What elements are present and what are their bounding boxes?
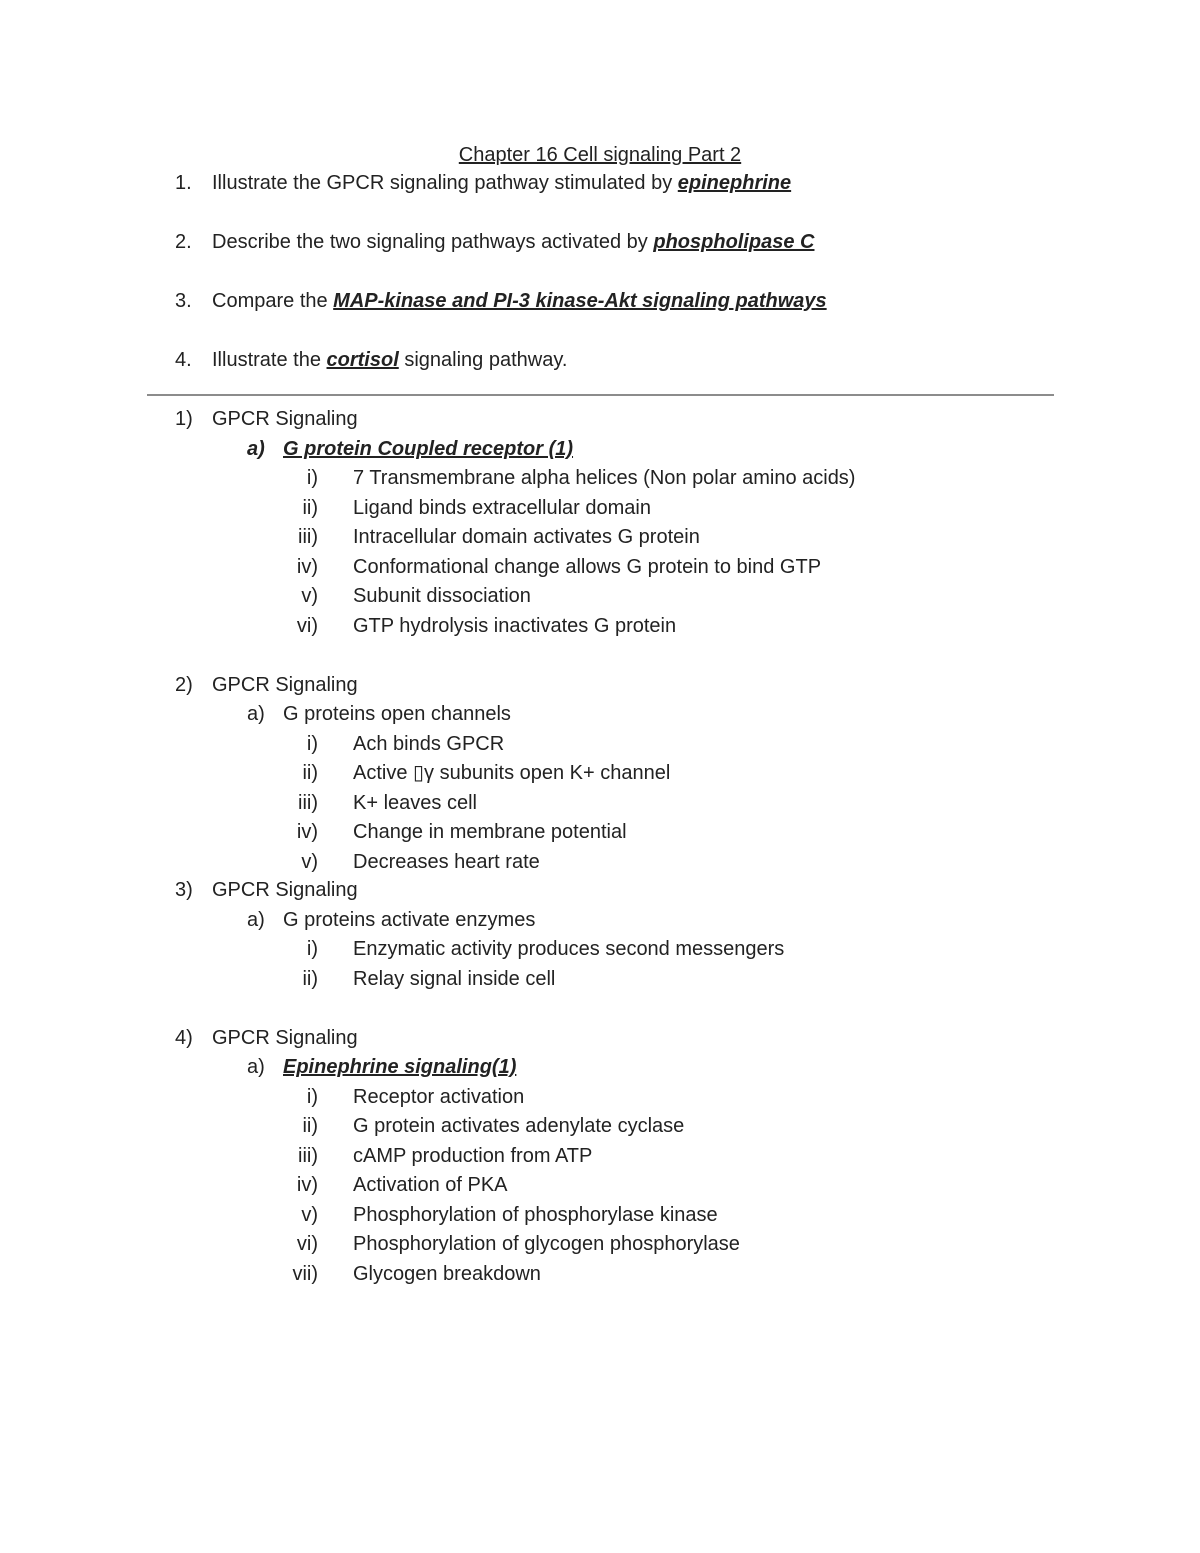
objective-keyword: epinephrine	[677, 172, 792, 194]
item-text: K+ leaves cell	[353, 792, 477, 814]
item-numeral: ii)	[302, 968, 318, 990]
item-text: Subunit dissociation	[353, 585, 531, 607]
outline-item	[0, 1230, 1200, 1258]
item-numeral: iv)	[296, 821, 318, 843]
item-text: Phosphorylation of phosphorylase kinase	[353, 1204, 718, 1226]
subsection-label: G proteins open channels	[283, 703, 511, 725]
outline-item	[0, 935, 1200, 963]
outline-section	[0, 671, 1200, 699]
subsection-letter: a)	[247, 1056, 265, 1078]
item-numeral: ii)	[302, 1115, 318, 1137]
outline-section	[0, 1024, 1200, 1052]
item-text: Relay signal inside cell	[353, 968, 556, 990]
subsection-letter: a)	[247, 703, 265, 725]
outline-item	[0, 1112, 1200, 1140]
section-divider	[147, 394, 1054, 396]
item-text: Activation of PKA	[353, 1174, 508, 1196]
outline-item	[0, 1171, 1200, 1199]
outline-item	[0, 965, 1200, 993]
item-numeral: iv)	[296, 556, 318, 578]
subsection-letter: a)	[247, 438, 265, 460]
section-number: 1)	[175, 408, 193, 430]
objective-keyword: cortisol	[326, 349, 399, 371]
item-text: Ach binds GPCR	[353, 733, 505, 755]
objective-number: 3.	[175, 290, 192, 312]
item-numeral: v)	[301, 851, 318, 873]
item-text: Conformational change allows G protein to bind GTP	[353, 556, 822, 578]
section-label: GPCR Signaling	[212, 408, 358, 430]
objective-number: 4.	[175, 349, 192, 371]
objective-text-end: signaling pathway.	[398, 349, 568, 371]
outline-item	[0, 464, 1200, 492]
item-text: Decreases heart rate	[353, 851, 540, 873]
outline-item	[0, 848, 1200, 876]
outline-item	[0, 1201, 1200, 1229]
outline-subsection	[0, 435, 1200, 463]
outline-item	[0, 494, 1200, 522]
item-numeral: iii)	[298, 526, 318, 548]
objective-number: 1.	[175, 172, 192, 194]
item-numeral: iv)	[296, 1174, 318, 1196]
objective-keyword: MAP-kinase and PI-3 kinase-Akt signaling pathways	[333, 290, 827, 312]
objective-number: 2.	[175, 231, 192, 253]
item-text: Active ▯γ subunits open K+ channel	[353, 762, 671, 784]
item-text: Change in membrane potential	[353, 821, 627, 843]
item-numeral: ii)	[302, 497, 318, 519]
section-label: GPCR Signaling	[212, 879, 358, 901]
item-text: G protein activates adenylate cyclase	[353, 1115, 685, 1137]
item-text: Intracellular domain activates G protein	[353, 526, 700, 548]
item-text: Receptor activation	[353, 1086, 525, 1108]
item-numeral: ii)	[302, 762, 318, 784]
objective-keyword: phospholipase C	[653, 231, 815, 253]
item-numeral: vii)	[292, 1263, 318, 1285]
item-numeral: v)	[301, 1204, 318, 1226]
outline-subsection	[0, 700, 1200, 728]
outline-item	[0, 612, 1200, 640]
item-text: 7 Transmembrane alpha helices (Non polar amino acids)	[353, 467, 856, 489]
objective-text: Compare the	[212, 290, 334, 312]
section-number: 2)	[175, 674, 193, 696]
outline-subsection	[0, 1053, 1200, 1081]
outline-item	[0, 789, 1200, 817]
outline-item	[0, 523, 1200, 551]
item-numeral: vi)	[296, 1233, 318, 1255]
outline-subsection	[0, 906, 1200, 934]
outline-item	[0, 1260, 1200, 1288]
section-number: 4)	[175, 1027, 193, 1049]
outline-item	[0, 582, 1200, 610]
objective-text: Illustrate the	[212, 349, 327, 371]
outline-item	[0, 1142, 1200, 1170]
subsection-letter: a)	[247, 909, 265, 931]
item-text: Phosphorylation of glycogen phosphorylase	[353, 1233, 740, 1255]
item-text: Enzymatic activity produces second messengers	[353, 938, 785, 960]
item-text: cAMP production from ATP	[353, 1145, 593, 1167]
outline-item	[0, 730, 1200, 758]
section-number: 3)	[175, 879, 193, 901]
subsection-label: G proteins activate enzymes	[283, 909, 536, 931]
item-numeral: i)	[306, 1086, 318, 1108]
section-label: GPCR Signaling	[212, 674, 358, 696]
objective-text: Illustrate the GPCR signaling pathway stimulated by	[212, 172, 678, 194]
section-label: GPCR Signaling	[212, 1027, 358, 1049]
item-text: GTP hydrolysis inactivates G protein	[353, 615, 677, 637]
outline-section	[0, 876, 1200, 904]
item-numeral: iii)	[298, 1145, 318, 1167]
subsection-label: G protein Coupled receptor (1)	[283, 438, 574, 460]
item-numeral: i)	[306, 467, 318, 489]
objective-text: Describe the two signaling pathways activated by	[212, 231, 654, 253]
outline-item	[0, 553, 1200, 581]
outline-item	[0, 759, 1200, 787]
subsection-label: Epinephrine signaling(1)	[283, 1056, 517, 1078]
outline-section	[0, 405, 1200, 433]
item-text: Ligand binds extracellular domain	[353, 497, 651, 519]
outline-item	[0, 818, 1200, 846]
item-numeral: iii)	[298, 792, 318, 814]
item-numeral: v)	[301, 585, 318, 607]
item-numeral: i)	[306, 733, 318, 755]
item-text: Glycogen breakdown	[353, 1263, 541, 1285]
outline-item	[0, 1083, 1200, 1111]
item-numeral: i)	[306, 938, 318, 960]
item-numeral: vi)	[296, 615, 318, 637]
page-title: Chapter 16 Cell signaling Part 2	[458, 144, 742, 166]
